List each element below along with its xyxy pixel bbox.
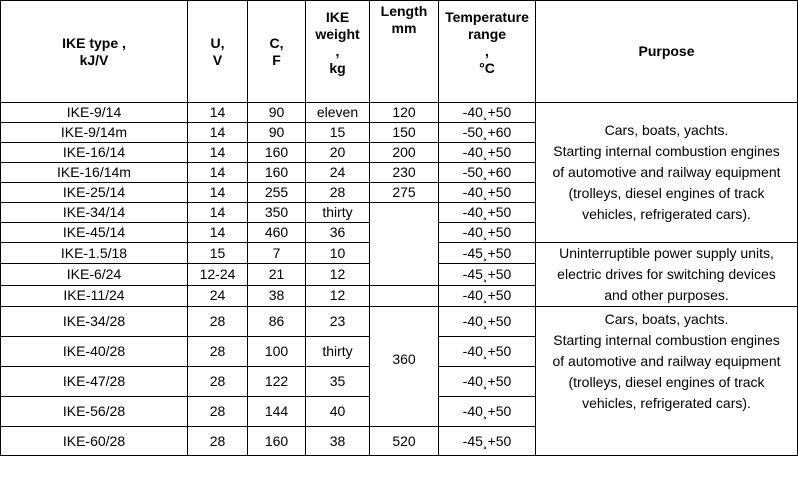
cell-capacitance: 255 <box>248 183 306 203</box>
cell-voltage: 14 <box>188 143 248 163</box>
cell-type: IKE-60/28 <box>1 427 188 456</box>
cell-voltage: 28 <box>188 427 248 456</box>
cell-purpose: Uninterruptible power supply units, electric drives for switching devices and other purposes. <box>536 243 798 307</box>
cell-type: IKE-9/14m <box>1 123 188 143</box>
cell-weight: 10 <box>306 243 370 264</box>
cell-voltage: 14 <box>188 203 248 223</box>
cell-capacitance: 350 <box>248 203 306 223</box>
cell-voltage: 14 <box>188 223 248 243</box>
cell-length <box>370 285 439 306</box>
cell-type: IKE-40/28 <box>1 337 188 367</box>
cell-capacitance: 100 <box>248 337 306 367</box>
cell-capacitance: 7 <box>248 243 306 264</box>
cell-temperature: -40¸+50 <box>439 285 536 306</box>
cell-capacitance: 460 <box>248 223 306 243</box>
cell-temperature: -45¸+50 <box>439 243 536 264</box>
cell-capacitance: 90 <box>248 103 306 123</box>
cell-weight: 28 <box>306 183 370 203</box>
cell-weight: thirty <box>306 337 370 367</box>
cell-capacitance: 160 <box>248 427 306 456</box>
table-row <box>1 103 798 123</box>
cell-capacitance: 144 <box>248 397 306 427</box>
cell-voltage: 15 <box>188 243 248 264</box>
cell-voltage: 28 <box>188 367 248 397</box>
table-row <box>1 307 798 337</box>
cell-temperature: -40¸+50 <box>439 183 536 203</box>
cell-length: 150 <box>370 123 439 143</box>
cell-capacitance: 90 <box>248 123 306 143</box>
cell-capacitance: 38 <box>248 285 306 306</box>
cell-voltage: 14 <box>188 123 248 143</box>
cell-length: 360 <box>370 307 439 427</box>
cell-length: 275 <box>370 183 439 203</box>
cell-length: 120 <box>370 103 439 123</box>
cell-temperature: -40¸+50 <box>439 203 536 223</box>
cell-temperature: -40¸+50 <box>439 143 536 163</box>
cell-weight: 36 <box>306 223 370 243</box>
cell-purpose: Cars, boats, yachts. Starting internal combustion engines of automotive and railway equipment (trolleys, diesel engines of track vehicles, refrigerated cars). <box>536 307 798 456</box>
cell-voltage: 12-24 <box>188 264 248 285</box>
cell-weight: 15 <box>306 123 370 143</box>
cell-weight: thirty <box>306 203 370 223</box>
cell-voltage: 14 <box>188 183 248 203</box>
cell-temperature: -45¸+50 <box>439 427 536 456</box>
cell-purpose: Cars, boats, yachts. Starting internal combustion engines of automotive and railway equipment (trolleys, diesel engines of track vehicles, refrigerated cars). <box>536 103 798 243</box>
cell-temperature: -40¸+50 <box>439 103 536 123</box>
cell-temperature: -40¸+50 <box>439 307 536 337</box>
cell-temperature: -50¸+60 <box>439 163 536 183</box>
cell-temperature: -45¸+50 <box>439 264 536 285</box>
cell-type: IKE-16/14 <box>1 143 188 163</box>
cell-capacitance: 160 <box>248 143 306 163</box>
cell-weight: 40 <box>306 397 370 427</box>
cell-type: IKE-45/14 <box>1 223 188 243</box>
cell-weight: 12 <box>306 285 370 306</box>
cell-voltage: 28 <box>188 397 248 427</box>
cell-type: IKE-6/24 <box>1 264 188 285</box>
header-voltage: U, V <box>188 1 248 103</box>
cell-type: IKE-25/14 <box>1 183 188 203</box>
cell-voltage: 14 <box>188 103 248 123</box>
cell-voltage: 28 <box>188 337 248 367</box>
header-ike-type: IKE type , kJ/V <box>1 1 188 103</box>
cell-weight: eleven <box>306 103 370 123</box>
header-capacitance: C, F <box>248 1 306 103</box>
cell-type: IKE-34/28 <box>1 307 188 337</box>
cell-weight: 20 <box>306 143 370 163</box>
cell-voltage: 14 <box>188 163 248 183</box>
cell-length <box>370 203 439 286</box>
cell-type: IKE-1.5/18 <box>1 243 188 264</box>
cell-weight: 24 <box>306 163 370 183</box>
cell-type: IKE-47/28 <box>1 367 188 397</box>
cell-capacitance: 160 <box>248 163 306 183</box>
cell-type: IKE-16/14m <box>1 163 188 183</box>
cell-length: 200 <box>370 143 439 163</box>
cell-capacitance: 21 <box>248 264 306 285</box>
cell-temperature: -40¸+50 <box>439 223 536 243</box>
cell-type: IKE-56/28 <box>1 397 188 427</box>
cell-type: IKE-34/14 <box>1 203 188 223</box>
cell-length: 520 <box>370 427 439 456</box>
header-length: Length mm <box>370 1 439 103</box>
cell-weight: 23 <box>306 307 370 337</box>
cell-temperature: -40¸+50 <box>439 397 536 427</box>
cell-temperature: -40¸+50 <box>439 337 536 367</box>
cell-type: IKE-11/24 <box>1 285 188 306</box>
cell-temperature: -40¸+50 <box>439 367 536 397</box>
cell-weight: 38 <box>306 427 370 456</box>
cell-capacitance: 122 <box>248 367 306 397</box>
cell-weight: 12 <box>306 264 370 285</box>
cell-type: IKE-9/14 <box>1 103 188 123</box>
header-row <box>1 1 798 103</box>
cell-voltage: 28 <box>188 307 248 337</box>
cell-length: 230 <box>370 163 439 183</box>
header-purpose: Purpose <box>536 1 798 103</box>
header-weight: IKE weight , kg <box>306 1 370 103</box>
cell-voltage: 24 <box>188 285 248 306</box>
cell-capacitance: 86 <box>248 307 306 337</box>
cell-weight: 35 <box>306 367 370 397</box>
header-temperature: Temperature range , °C <box>439 1 536 103</box>
cell-temperature: -50¸+60 <box>439 123 536 143</box>
